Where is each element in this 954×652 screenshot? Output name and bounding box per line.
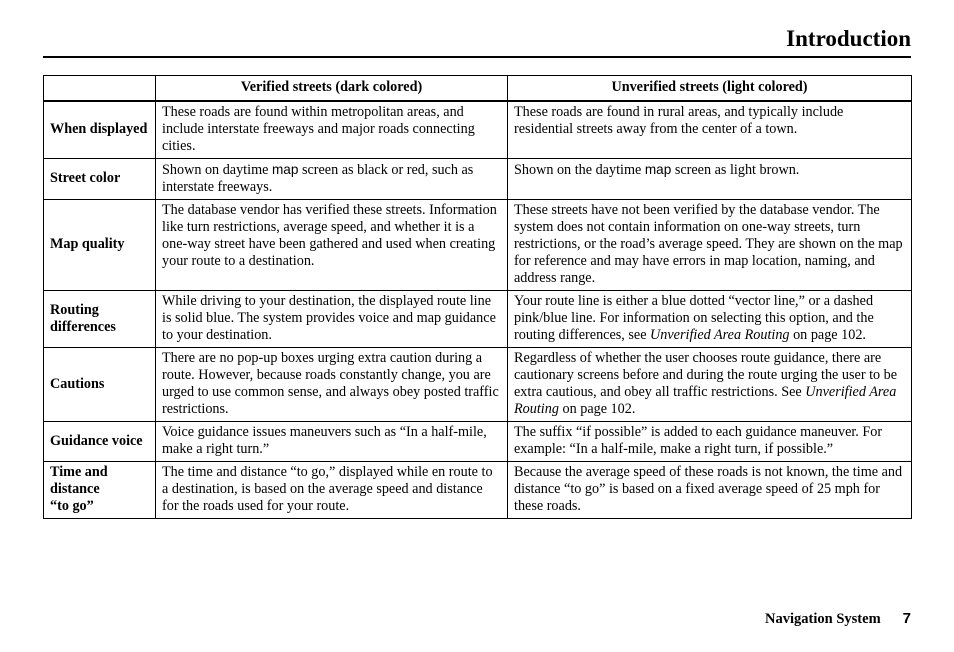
table-row <box>44 462 912 519</box>
unverified-cell <box>508 291 912 348</box>
column-header-empty <box>44 76 156 102</box>
table-row <box>44 159 912 200</box>
verified-cell: Voice guidance issues maneuvers such as “In a half-mile, make a right turn.” <box>156 422 508 462</box>
unverified-cell: The suffix “if possible” is added to each guidance maneuver. For example: “In a half-mile, make a right turn, if possible.” <box>508 422 912 462</box>
map-screen-term: map <box>644 162 672 177</box>
row-label-time-and-distance <box>44 462 156 519</box>
row-label-map-quality: Map quality <box>44 200 156 291</box>
map-screen-term: map <box>271 162 299 177</box>
cell-text: Your route line is either a blue dotted “vector line,” or a dashed pink/blue line. For information on selecting this option, and the routing differences, see <box>514 293 874 343</box>
unverified-cell <box>508 348 912 422</box>
table-row <box>44 348 912 422</box>
row-label-cautions: Cautions <box>44 348 156 422</box>
label-line: distance <box>50 481 100 497</box>
row-label-when-displayed: When displayed <box>44 101 156 159</box>
verified-cell: The time and distance “to go,” displayed while en route to a destination, is based on the average speed and distance for the roads used for your route. <box>156 462 508 519</box>
page-footer <box>765 610 911 628</box>
cell-text: screen as light brown. <box>671 162 800 178</box>
label-line: “to go” <box>50 498 94 514</box>
cross-reference: Unverified Area Routing <box>514 384 897 417</box>
column-header-unverified: Unverified streets (light colored) <box>508 76 912 102</box>
comparison-table <box>43 75 912 519</box>
unverified-cell: These streets have not been verified by the database vendor. The system does not contain information on one-way streets, turn restrictions, or the road’s average speed. They are shown on the map for reference and may have errors in map location, naming, and address range. <box>508 200 912 291</box>
table-row <box>44 101 912 159</box>
page-number: 7 <box>902 610 911 627</box>
column-header-verified: Verified streets (dark colored) <box>156 76 508 102</box>
unverified-cell <box>508 159 912 200</box>
verified-cell: These roads are found within metropolitan areas, and include interstate freeways and major roads connecting cities. <box>156 101 508 159</box>
cell-text: on page 102. <box>558 401 636 417</box>
verified-cell <box>156 159 508 200</box>
unverified-cell: Because the average speed of these roads is not known, the time and distance “to go” is based on a fixed average speed of 25 mph for these roads. <box>508 462 912 519</box>
verified-cell: While driving to your destination, the displayed route line is solid blue. The system provides voice and map guidance to your destination. <box>156 291 508 348</box>
footer-section-name: Navigation System <box>765 611 881 627</box>
table-row <box>44 200 912 291</box>
label-line: Time and <box>50 464 108 480</box>
row-label-guidance-voice: Guidance voice <box>44 422 156 462</box>
cell-text: Regardless of whether the user chooses route guidance, there are cautionary screens before and during the route urging the user to be extra cautious, and obey all traffic restrictions. See <box>514 350 898 400</box>
header-rule <box>43 56 911 58</box>
verified-cell: There are no pop-up boxes urging extra caution during a route. However, because roads constantly change, you are urged to use common sense, and always obey posted traffic restrictions. <box>156 348 508 422</box>
page-title: Introduction <box>786 26 911 51</box>
verified-cell: The database vendor has verified these streets. Information like turn restrictions, average speed, and whether it is a one-way street have been gathered and used when creating your route to a destination. <box>156 200 508 291</box>
cell-text: on page 102. <box>789 327 866 343</box>
unverified-cell: These roads are found in rural areas, and typically include residential streets away from the center of a town. <box>508 101 912 159</box>
cell-text: Shown on the daytime <box>514 162 645 178</box>
table-row <box>44 291 912 348</box>
row-label-street-color: Street color <box>44 159 156 200</box>
cross-reference: Unverified Area Routing <box>650 327 790 343</box>
table-header-row <box>44 76 912 102</box>
cell-text: Shown on daytime <box>162 162 272 178</box>
cell-text: screen as black or red, such as interstate freeways. <box>162 162 474 195</box>
row-label-routing-differences: Routing differences <box>44 291 156 348</box>
table-row <box>44 422 912 462</box>
